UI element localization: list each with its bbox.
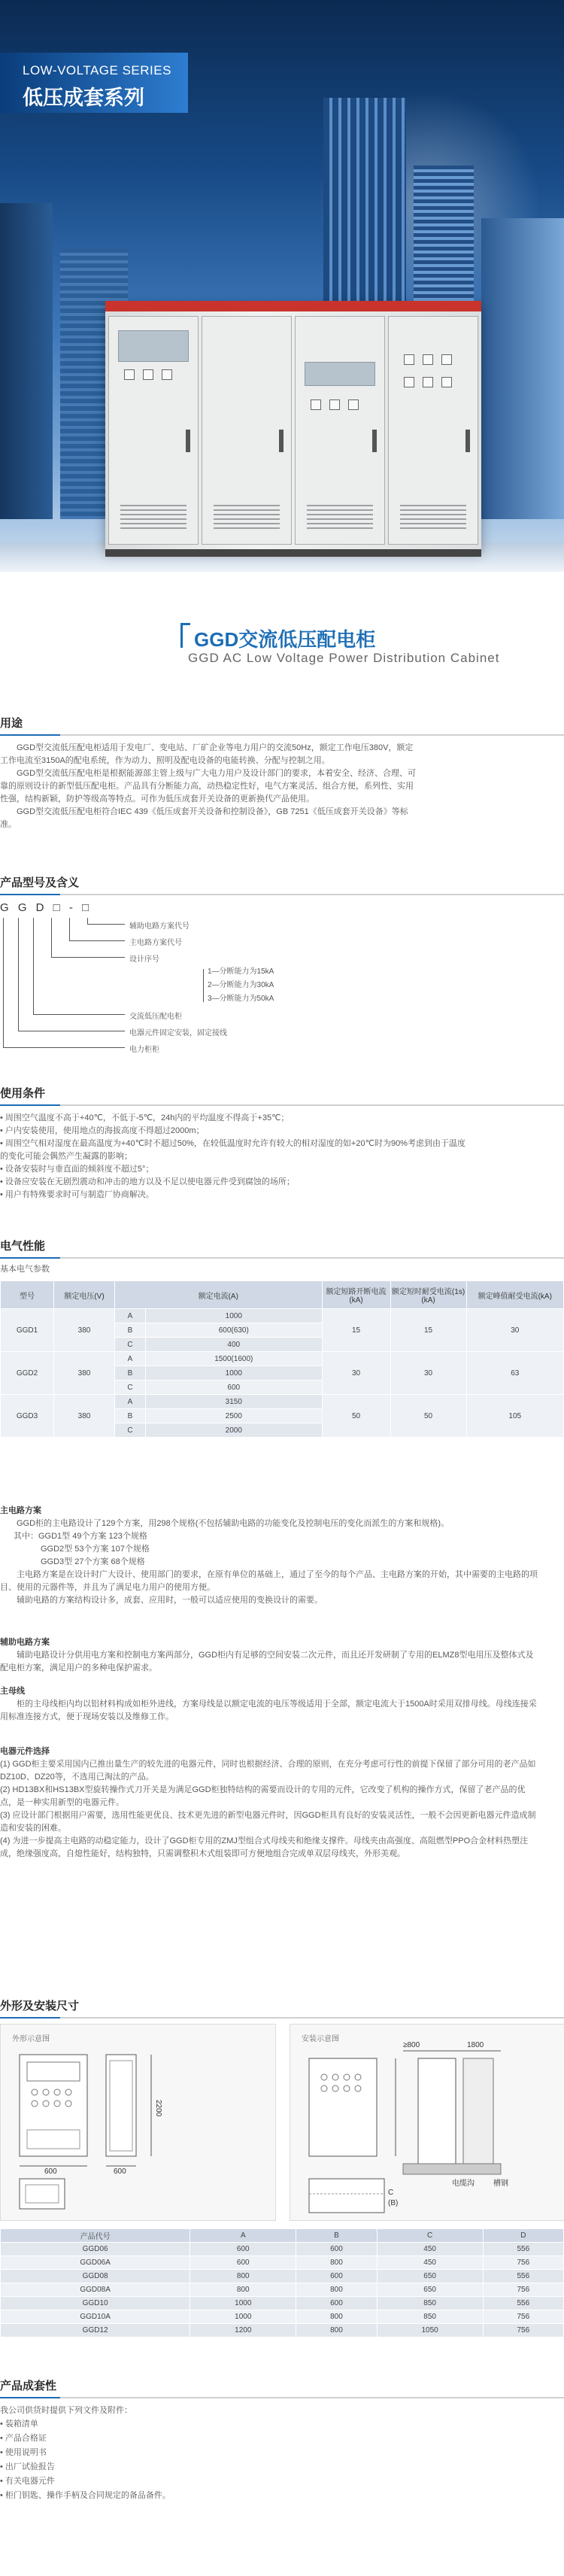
dim-mark: ≥800	[403, 2041, 420, 2049]
table-cell: GGD06A	[1, 2256, 190, 2270]
dim-mark: (B)	[388, 2199, 399, 2207]
table-cell: 450	[377, 2256, 483, 2270]
section-heading: 用途	[0, 717, 23, 730]
conditions-section	[0, 1085, 564, 1201]
table-cell: 2000	[146, 1423, 323, 1438]
outline-svg	[1, 2025, 275, 2220]
model-label: 电力柜柜	[129, 1046, 159, 1054]
dim-mark: 600	[44, 2167, 57, 2176]
table-cell: 600	[296, 2243, 377, 2256]
busbar-section	[0, 1685, 564, 1724]
table-cell: 800	[190, 2270, 296, 2283]
table-cell: 556	[483, 2270, 563, 2283]
table-cell: 30	[466, 1309, 563, 1352]
table-cell: 756	[483, 2256, 563, 2270]
table-cell: GGD08	[1, 2270, 190, 2283]
sub-heading: 电器元件选择	[0, 1747, 50, 1756]
table-cell: 3150	[146, 1395, 323, 1409]
series-en: LOW-VOLTAGE SERIES	[23, 63, 171, 77]
package-item: • 装箱清单	[0, 2420, 38, 2429]
outline-drawing	[0, 2024, 276, 2221]
table-cell: 30	[322, 1352, 390, 1395]
table-cell: 380	[54, 1309, 115, 1352]
table-cell: 800	[296, 2283, 377, 2297]
table-cell: 556	[483, 2243, 563, 2256]
table-cell: 800	[296, 2256, 377, 2270]
table-header: D	[483, 2229, 563, 2243]
table-cell: 63	[466, 1352, 563, 1395]
dim-mark: C	[388, 2189, 394, 2197]
table-cell: 1200	[190, 2324, 296, 2338]
table-cell: 105	[466, 1395, 563, 1438]
table-cell: B	[115, 1323, 146, 1338]
table-cell: 1000	[190, 2310, 296, 2324]
sub-heading: 辅助电路方案	[0, 1638, 50, 1647]
condition-item: • • 周围空气温度不高于+40℃，不低于-5℃，24h内的平均温度不得高于+35℃；	[0, 1112, 466, 1125]
sub-heading: 主母线	[0, 1687, 25, 1696]
table-cell: GGD3	[1, 1395, 54, 1438]
model-label: 辅助电路方案代号	[129, 922, 190, 931]
section-heading: 产品型号及含义	[0, 876, 80, 889]
table-cell: GGD06	[1, 2243, 190, 2256]
usage-paragraph: GGD型交流低压配电柜符合IEC 439《低压成套开关设备和控制设备》，GB 7251《低压成套开关设备》等标准。	[0, 807, 408, 829]
main-circuit-section	[0, 1505, 564, 1607]
cabinet-door	[108, 316, 199, 545]
table-cell: A	[115, 1352, 146, 1366]
component-item: (4) 为进一步提高主电路的动稳定能力，设计了GGD柜专用的ZMJ型组合式母线夹和绝缘支撑件。母线夹由高强度、高阻燃型PPO合金材料热塑注成，绝缘强度高，自熄性能好，结构独特，只需调整积木式组装即可方便地组合完成单双层母线夹，外形美观。	[0, 1836, 529, 1858]
aux-circuit-section	[0, 1636, 564, 1675]
installation-svg	[290, 2025, 564, 2220]
table-cell: 1050	[377, 2324, 483, 2338]
component-item: (3) 应设计部门根据用户需要，选用性能更优良、技术更先进的新型电器元件时，因GGD柜具有良好的安装灵活性，一般不会因更新电器元件造成制造和安装的困难。	[0, 1811, 536, 1833]
main-circuit-line: 辅助电路的方案结构设计多，成套、应用时，一般可以适应使用的变换设计的需要。	[17, 1596, 323, 1605]
electrical-subheading: 基本电气参数	[0, 1265, 50, 1274]
table-cell: 380	[54, 1352, 115, 1395]
package-section	[0, 2377, 564, 2503]
package-item: • 出厂试验报告	[0, 2462, 55, 2471]
component-item: (2) HD13BX和HS13BX型旋转操作式刀开关是为满足GGD柜独特结构的需要而设计的专用的元件，它改变了机构的操作方式，保留了老产品的优点，是一种实用新型的电器元件。	[0, 1785, 526, 1807]
table-header: 型号	[1, 1281, 54, 1309]
table-cell: 600	[296, 2270, 377, 2283]
section-heading: 外形及安装尺寸	[0, 2000, 80, 2012]
title-corner-mark	[180, 623, 190, 648]
table-cell: 30	[390, 1352, 466, 1395]
table-cell: 450	[377, 2243, 483, 2256]
table-header: 产品代号	[1, 2229, 190, 2243]
aux-circuit-text: 辅助电路设计分供用电方案和控制电方案两部分，GGD柜内有足够的空间安装二次元件，而且还开发研制了专用的ELMZ8型电用压及整体式及配电柜方案，满足用户的多种电保护需求。	[0, 1651, 534, 1672]
table-cell: 1000	[146, 1366, 323, 1381]
table-cell: 400	[146, 1338, 323, 1352]
building-5	[481, 218, 564, 519]
dim-mark: 2200	[154, 2100, 162, 2117]
table-cell: 600	[190, 2243, 296, 2256]
table-header: 额定短时耐受电流(1s)(kA)	[390, 1281, 466, 1309]
table-cell: 2500	[146, 1409, 323, 1423]
model-code-diagram	[0, 888, 564, 1083]
main-circuit-line: GGD2型 53个方案 107个规格	[41, 1545, 150, 1554]
model-label: 2—分断能力为30kA	[208, 981, 274, 989]
table-cell: 600(630)	[146, 1323, 323, 1338]
table-header: 额定峰值耐受电流(kA)	[466, 1281, 563, 1309]
model-label: 主电路方案代号	[129, 939, 182, 947]
dim-mark: 电缆沟	[452, 2180, 475, 2188]
dimensions-section-head	[0, 1997, 564, 2019]
model-label: 设计序号	[129, 955, 159, 964]
table-cell: 556	[483, 2297, 563, 2310]
table-cell: 600	[146, 1381, 323, 1395]
dim-mark: 1800	[467, 2041, 484, 2049]
main-circuit-line: GGD柜的主电路设计了129个方案，用298个规格(不包括辅助电路的功能变化及控制电压的变化而派生的方案和规格)。	[17, 1519, 450, 1528]
table-cell: GGD12	[1, 2324, 190, 2338]
busbar-text: 柜的主母线柜内均以铝材料构成如柜外进线，方案母线是以额定电流的电压等级适用于全部，额定电流大于1500A时采用双排母线。母线连接采用标准连接方式，便于现场安装以及维修工作。	[0, 1700, 537, 1721]
table-header: 额定短路开断电流(kA)	[322, 1281, 390, 1309]
table-cell: 756	[483, 2310, 563, 2324]
section-heading: 使用条件	[0, 1087, 46, 1100]
package-item: • 有关电器元件	[0, 2477, 55, 2486]
table-cell: 650	[377, 2270, 483, 2283]
product-title-en: GGD AC Low Voltage Power Distribution Cabinet	[188, 651, 500, 665]
drawing-caption: 安装示意图	[302, 2035, 339, 2043]
table-cell: C	[115, 1381, 146, 1395]
table-cell: GGD1	[1, 1309, 54, 1352]
table-cell: 1500(1600)	[146, 1352, 323, 1366]
main-circuit-line: GGD3型 27个方案 68个规格	[41, 1557, 145, 1566]
building-1	[0, 203, 53, 519]
condition-item: • • 用户有特殊要求时可与制造厂协商解决。	[0, 1189, 466, 1201]
dimension-table	[0, 2228, 564, 2338]
table-header: 额定电压(V)	[54, 1281, 115, 1309]
table-cell: 600	[190, 2256, 296, 2270]
product-title-cn: GGD交流低压配电柜	[194, 628, 376, 651]
table-header: C	[377, 2229, 483, 2243]
table-cell: 50	[322, 1395, 390, 1438]
package-item: • 产品合格证	[0, 2434, 47, 2443]
table-cell: 1000	[146, 1309, 323, 1323]
series-cn: 低压成套系列	[23, 87, 144, 109]
main-circuit-line: 主电路方案是在设计时广大设计、使用部门的要求，在原有单位的基础上，通过了至今的每个产品、主电路方案的开始，其中需要的主电路的项目、使用的元器件等，并且为了满足电力用户的使用方便。	[0, 1570, 538, 1592]
drawing-caption: 外形示意图	[12, 2035, 50, 2043]
model-label: 交流低压配电柜	[129, 1013, 182, 1021]
installation-drawing	[290, 2024, 564, 2221]
table-cell: 756	[483, 2283, 563, 2297]
usage-section	[0, 715, 564, 831]
dim-mark: 600	[114, 2167, 126, 2176]
section-heading: 产品成套性	[0, 2380, 57, 2392]
condition-item: • • 户内安装使用，使用地点的海拔高度不得超过2000m；	[0, 1125, 466, 1138]
model-label: 电器元件固定安装，固定接线	[129, 1029, 227, 1037]
table-cell: 800	[296, 2324, 377, 2338]
series-banner	[0, 53, 188, 113]
cabinet-illustration	[105, 301, 481, 549]
table-cell: A	[115, 1309, 146, 1323]
table-cell: B	[115, 1366, 146, 1381]
condition-item: • • 设备安装时与垂直面的倾斜度不超过5°；	[0, 1163, 466, 1176]
table-cell: GGD10A	[1, 2310, 190, 2324]
table-cell: C	[115, 1423, 146, 1438]
table-cell: 850	[377, 2310, 483, 2324]
table-cell: A	[115, 1395, 146, 1409]
table-cell: 600	[296, 2297, 377, 2310]
components-section	[0, 1745, 564, 1861]
cabinet-top-strip	[105, 301, 481, 311]
table-cell: 756	[483, 2324, 563, 2338]
table-cell: GGD2	[1, 1352, 54, 1395]
table-cell: 1000	[190, 2297, 296, 2310]
cabinet-door	[202, 316, 292, 545]
package-item: • 柜门钥匙、操作手柄及合同规定的备品备件。	[0, 2491, 171, 2500]
table-cell: 800	[190, 2283, 296, 2297]
table-cell: 15	[390, 1309, 466, 1352]
sub-heading: 主电路方案	[0, 1506, 41, 1515]
section-heading: 电气性能	[0, 1240, 46, 1253]
table-cell: 850	[377, 2297, 483, 2310]
table-header: A	[190, 2229, 296, 2243]
table-header: B	[296, 2229, 377, 2243]
table-cell: GGD10	[1, 2297, 190, 2310]
main-circuit-line: 其中：GGD1型 49个方案 123个规格	[14, 1532, 147, 1541]
dimension-drawings	[0, 2024, 564, 2227]
table-cell: 15	[322, 1309, 390, 1352]
product-title-area	[0, 572, 564, 715]
electrical-table	[0, 1280, 564, 1438]
model-label: 3—分断能力为50kA	[208, 995, 274, 1003]
usage-paragraph: GGD型交流低压配电柜适用于发电厂、变电站、厂矿企业等电力用户的交流50Hz，额定工作电压380V，额定工作电流至3150A的配电系统，作为动力、照明及配电设备的电能转换、分配与控制之用。	[0, 743, 414, 765]
usage-paragraph: GGD型交流低压配电柜是根据能源部主管上级与广大电力用户及设计部门的要求，本着安全、经济、合理、可靠的原则设计的新型低压配电柜。产品具有分断能力高，动热稳定性好，电气方案灵活、组合方便，系列性、实用性强，结构新颖，防护等级高等特点。可作为低压成套开关设备的更新换代产品使用。	[0, 769, 417, 803]
table-cell: 800	[296, 2310, 377, 2324]
cabinet-door	[388, 316, 478, 545]
table-header: 额定电流(A)	[115, 1281, 323, 1309]
table-cell: 650	[377, 2283, 483, 2297]
table-cell: 380	[54, 1395, 115, 1438]
table-cell: 50	[390, 1395, 466, 1438]
hero-banner	[0, 0, 564, 572]
condition-item: • • 设备应安装在无剧烈震动和冲击的地方以及不足以使电器元件受到腐蚀的场所；	[0, 1176, 466, 1189]
package-item: • 使用说明书	[0, 2448, 47, 2457]
package-intro: 我公司供货时提供下列文件及附件：	[0, 2406, 132, 2415]
table-cell: GGD08A	[1, 2283, 190, 2297]
model-label: 1—分断能力为15kA	[208, 968, 274, 976]
component-item: (1) GGD柜主要采用国内已推出量生产的较先进的电器元件，同时也根据经济、合理的原则，在充分考虑可行性的前提下保留了部分可用的老产品如DZ10D、DZ20等，不选用已淘汰的产品。	[0, 1760, 536, 1782]
electrical-section	[0, 1238, 564, 1438]
dim-mark: 槽钢	[493, 2180, 508, 2188]
condition-item: • • 周围空气相对湿度在最高温度为+40℃时不超过50%，在较低温度时允许有较大的相对湿度的如+20℃时为90%考虑到由于温度的变化可能会偶然产生凝露的影响；	[0, 1138, 466, 1163]
cabinet-door	[295, 316, 385, 545]
table-cell: B	[115, 1409, 146, 1423]
model-code: G G D □ - □	[0, 901, 92, 914]
table-cell: C	[115, 1338, 146, 1352]
